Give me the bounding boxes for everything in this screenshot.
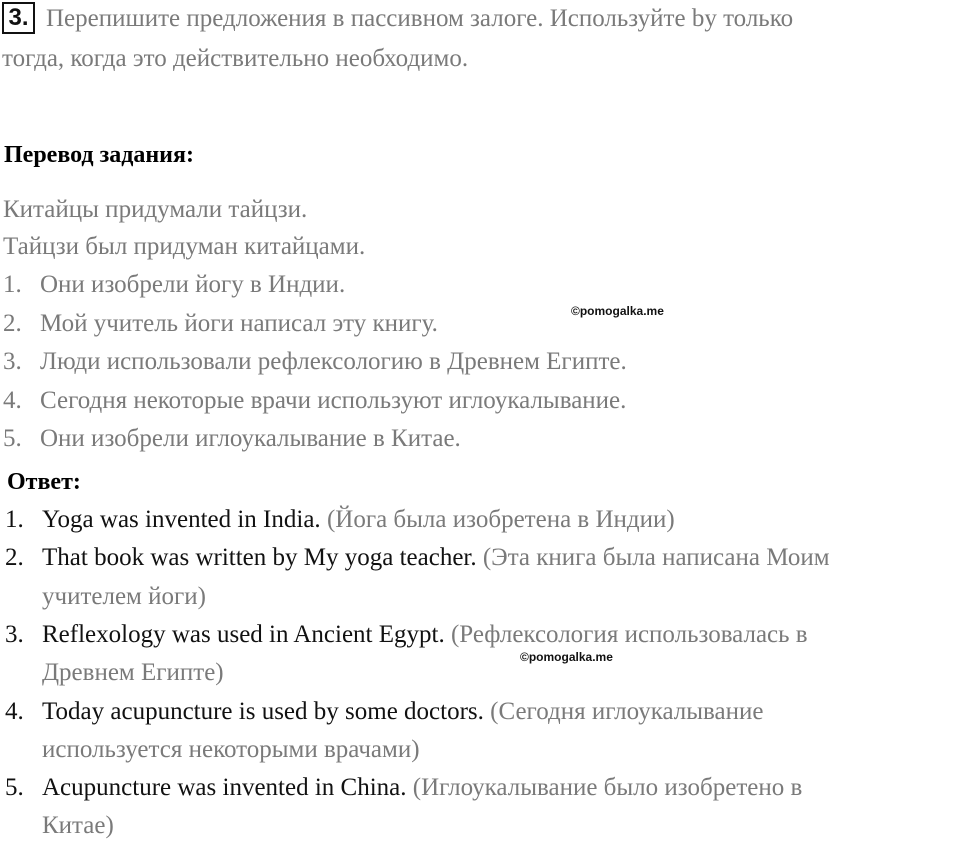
list-item-number: 4.: [3, 387, 22, 414]
answer-russian: (Эта книга была написана Моим: [482, 544, 830, 571]
answer-english: Yoga was invented in India.: [42, 506, 321, 533]
answer-item-number: 1.: [5, 506, 24, 533]
answer-english: Today acupuncture is used by some doctors.: [42, 698, 484, 725]
watermark: ©pomogalka.me: [520, 650, 613, 664]
answer-item: [42, 620, 808, 650]
list-item: Они изобрели йогу в Индии.: [40, 271, 346, 298]
task-instruction-line1: Перепишите предложения в пассивном залоге. Используйте by только: [46, 5, 794, 32]
answer-item: [42, 505, 675, 535]
list-item-number: 5.: [3, 425, 22, 452]
answer-item: [42, 697, 763, 727]
list-item: Мой учитель йоги написал эту книгу.: [40, 310, 438, 337]
answer-russian: (Иглоукалывание было изобретено в: [412, 774, 803, 801]
answer-item: [42, 543, 830, 573]
example-passive: Тайцзи был придуман китайцами.: [3, 233, 366, 260]
example-active: Китайцы придумали тайцзи.: [3, 196, 308, 223]
answer-english: Reflexology was used in Ancient Egypt.: [42, 621, 445, 648]
answer-russian: (Сегодня иглоукалывание: [490, 698, 764, 725]
answer-russian-continued: Китае): [42, 812, 114, 839]
translation-heading: Перевод задания:: [4, 142, 194, 168]
answer-russian-continued: используется некоторыми врачами): [42, 736, 420, 763]
answer-english: Acupuncture was invented in China.: [42, 774, 407, 801]
list-item-number: 2.: [3, 310, 22, 337]
list-item-number: 1.: [3, 271, 22, 298]
answer-russian-continued: Древнем Египте): [42, 659, 224, 686]
list-item: Они изобрели иглоукалывание в Китае.: [40, 425, 461, 452]
task-number-box: 3.: [2, 2, 35, 34]
list-item-number: 3.: [3, 348, 22, 375]
answer-item-number: 4.: [5, 698, 24, 725]
list-item: Люди использовали рефлексологию в Древнем Египте.: [40, 348, 627, 375]
answer-heading: Ответ:: [7, 469, 81, 495]
answer-russian-continued: учителем йоги): [42, 583, 206, 610]
task-instruction-line2: тогда, когда это действительно необходимо.: [2, 45, 469, 72]
answer-item-number: 5.: [5, 774, 24, 801]
watermark: ©pomogalka.me: [571, 304, 664, 318]
answer-russian: (Йога была изобретена в Индии): [326, 506, 675, 533]
answer-item-number: 3.: [5, 621, 24, 648]
answer-russian: (Рефлексология использовалась в: [450, 621, 808, 648]
answer-english: That book was written by My yoga teacher.: [42, 544, 477, 571]
answer-item: [42, 773, 802, 803]
answer-item-number: 2.: [5, 544, 24, 571]
list-item: Сегодня некоторые врачи используют иглоукалывание.: [40, 387, 627, 414]
